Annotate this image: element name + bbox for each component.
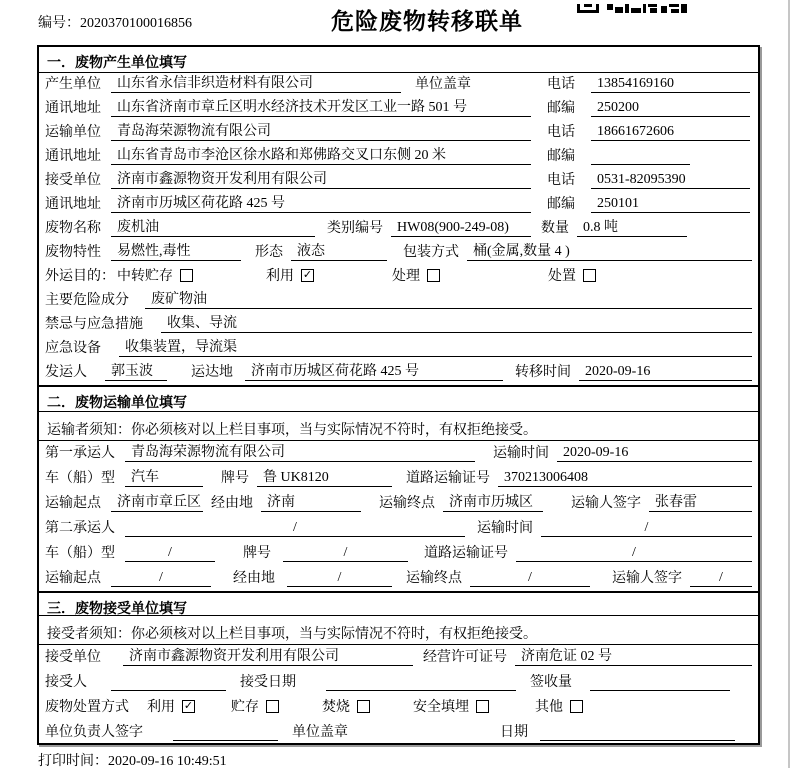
purpose-option — [548, 265, 596, 285]
empty-checkbox-icon — [180, 269, 193, 282]
origin-value: / — [111, 570, 211, 587]
end-value: 济南市历城区 — [443, 491, 543, 512]
receive-unit-label: 接受单位 — [45, 650, 101, 665]
purpose-row — [39, 265, 758, 289]
print-time-value: 2020-09-16 10:49:51 — [108, 754, 227, 768]
carrier2-label: 第二承运人 — [45, 521, 115, 536]
head-sign-row — [39, 720, 758, 745]
transporter-label: 运输单位 — [45, 125, 101, 140]
disposal-option — [535, 696, 583, 716]
address-label: 通讯地址 — [45, 149, 101, 164]
destination-label: 运达地 — [191, 365, 233, 380]
purpose-option — [392, 265, 440, 285]
transporter-sign-value: / — [690, 570, 752, 587]
purpose-option — [266, 265, 314, 285]
checked-checkbox-icon: ✓ — [183, 698, 194, 712]
phone-label: 电话 — [547, 125, 575, 140]
packing-value: 桶(金属,数量 4 ) — [467, 240, 752, 261]
origin-value: 济南市章丘区 — [111, 491, 203, 512]
purpose-label: 外运目的： — [45, 269, 115, 284]
shipper-label: 发运人 — [45, 365, 87, 380]
empty-checkbox-icon — [427, 269, 440, 282]
hazard-value: 废矿物油 — [145, 288, 752, 309]
receive-person-row — [39, 670, 758, 695]
disposal-option-label: 其他 — [535, 700, 563, 715]
zip-label: 邮编 — [547, 101, 575, 116]
receiver-row — [39, 169, 758, 193]
traits-value: 易燃性,毒性 — [111, 240, 241, 261]
shipper-value: 郭玉波 — [105, 360, 167, 381]
transport-time-label: 运输时间 — [477, 521, 533, 536]
form-label: 形态 — [255, 245, 283, 260]
road-permit-label: 道路运输证号 — [424, 546, 508, 561]
receive-unit-value: 济南市鑫源物资开发利用有限公司 — [123, 645, 413, 666]
transport-time-label: 运输时间 — [493, 446, 549, 461]
zip-group — [547, 193, 750, 213]
doc-number-label: 编号： — [38, 16, 80, 31]
hazard-label: 主要危险成分 — [45, 293, 129, 308]
vehicle-type-value: 汽车 — [125, 466, 203, 487]
phone-group — [547, 73, 750, 93]
phone-group — [547, 169, 750, 189]
vehicle2-row — [39, 541, 758, 566]
equipment-row — [39, 337, 758, 361]
receive-date-label: 接受日期 — [240, 675, 296, 690]
disposal-option — [413, 696, 489, 716]
date-label: 日期 — [500, 725, 528, 740]
empty-checkbox-icon — [476, 700, 489, 713]
producer-value: 山东省永信非织造材料有限公司 — [111, 72, 401, 93]
receiver-address-row — [39, 193, 758, 217]
taboo-value: 收集、导流 — [161, 312, 752, 333]
disposal-option-label: 利用 — [147, 700, 175, 715]
carrier1-label: 第一承运人 — [45, 446, 115, 461]
doc-number-value: 2020370100016856 — [80, 16, 192, 31]
carrier2-value: / — [125, 520, 465, 537]
origin-label: 运输起点 — [45, 496, 101, 511]
transporter-address-row — [39, 145, 758, 169]
transporter-value: 青岛海荣源物流有限公司 — [111, 120, 531, 141]
empty-checkbox-icon — [266, 700, 279, 713]
destination-value: 济南市历城区荷花路 425 号 — [245, 360, 503, 381]
vehicle1-row — [39, 466, 758, 491]
producer-label: 产生单位 — [45, 77, 101, 92]
road-permit-value: / — [516, 545, 752, 562]
purpose-option-label: 处置 — [548, 269, 576, 284]
vehicle-type-label: 车（船）型 — [45, 546, 115, 561]
plate-value: / — [283, 545, 408, 562]
via-value: 济南 — [261, 491, 361, 512]
carrier1-value: 青岛海荣源物流有限公司 — [125, 441, 475, 462]
waste-name-label: 废物名称 — [45, 221, 101, 236]
via-label: 经由地 — [233, 571, 275, 586]
phone-value: 0531-82095390 — [591, 172, 750, 189]
head-sign-value — [173, 724, 278, 741]
quantity-label: 数量 — [541, 221, 569, 236]
head-sign-label: 单位负责人签字 — [45, 725, 143, 740]
print-time — [38, 750, 227, 768]
transport-time-value: 2020-09-16 — [557, 445, 752, 462]
unit-seal-label: 单位盖章 — [292, 725, 348, 740]
receiver-label: 接受单位 — [45, 173, 101, 188]
zip-value — [591, 148, 690, 165]
form-value: 液态 — [291, 240, 387, 261]
transporter-sign-label: 运输人签字 — [571, 496, 641, 511]
hazard-row — [39, 289, 758, 313]
transport-time-value: / — [541, 520, 752, 537]
producer-row — [39, 73, 758, 97]
section1-header: 一．废物产生单位填写 — [39, 47, 758, 73]
end-value: / — [470, 570, 590, 587]
end-label: 运输终点 — [406, 571, 462, 586]
address-value: 山东省济南市章丘区明水经济技术开发区工业一路 501 号 — [111, 96, 531, 117]
receiver-value: 济南市鑫源物资开发利用有限公司 — [111, 168, 531, 189]
equipment-value: 收集装置，导流渠 — [119, 336, 752, 357]
phone-label: 电话 — [547, 173, 575, 188]
route2-row — [39, 566, 758, 591]
waste-traits-row — [39, 241, 758, 265]
manifest-form — [37, 45, 760, 745]
license-label: 经营许可证号 — [423, 650, 507, 665]
zip-label: 邮编 — [547, 149, 575, 164]
purpose-option-label: 利用 — [266, 269, 294, 284]
origin-label: 运输起点 — [45, 571, 101, 586]
purpose-option-label: 中转贮存 — [117, 269, 173, 284]
qr-code-fragment — [577, 0, 687, 9]
road-permit-label: 道路运输证号 — [406, 471, 490, 486]
transporter-row — [39, 121, 758, 145]
disposal-option-label: 贮存 — [231, 700, 259, 715]
address-value: 济南市历城区荷花路 425 号 — [111, 192, 531, 213]
section3-header: 三．废物接受单位填写 — [39, 591, 758, 616]
end-label: 运输终点 — [379, 496, 435, 511]
receive-date-value — [326, 674, 516, 691]
transporter-sign-label: 运输人签字 — [612, 571, 682, 586]
page-edge-line — [788, 0, 790, 768]
via-value: / — [287, 570, 392, 587]
via-label: 经由地 — [211, 496, 253, 511]
receive-person-value — [111, 674, 226, 691]
disposal-label: 废物处置方式 — [45, 700, 129, 715]
address-value: 山东省青岛市李沧区徐水路和郑佛路交叉口东侧 20 米 — [111, 144, 531, 165]
disposal-row — [39, 695, 758, 720]
traits-label: 废物特性 — [45, 245, 101, 260]
empty-checkbox-icon — [570, 700, 583, 713]
receive-person-label: 接受人 — [45, 675, 87, 690]
disposal-option — [322, 696, 370, 716]
signed-amount-label: 签收量 — [530, 675, 572, 690]
zip-group — [547, 145, 750, 165]
section2-header: 二．废物运输单位填写 — [39, 385, 758, 412]
quantity-value: 0.8 吨 — [577, 216, 687, 237]
producer-address-row — [39, 97, 758, 121]
zip-value: 250200 — [591, 100, 750, 117]
taboo-row — [39, 313, 758, 337]
plate-label: 牌号 — [243, 546, 271, 561]
transporter-notice: 运输者须知：你必须核对以上栏目事项，当与实际情况不符时，有权拒绝接受。 — [39, 412, 758, 441]
vehicle-type-label: 车（船）型 — [45, 471, 115, 486]
purpose-option-label: 处理 — [392, 269, 420, 284]
carrier2-row — [39, 516, 758, 541]
empty-checkbox-icon — [357, 700, 370, 713]
phone-group — [547, 121, 750, 141]
page-title: 危险废物转移联单 — [331, 9, 523, 34]
carrier1-row — [39, 441, 758, 466]
receiver-notice: 接受者须知：你必须核对以上栏目事项，当与实际情况不符时，有权拒绝接受。 — [39, 616, 758, 645]
vehicle-type-value: / — [125, 545, 215, 562]
receive-unit-row — [39, 645, 758, 670]
disposal-option — [231, 696, 279, 716]
packing-label: 包装方式 — [403, 245, 459, 260]
zip-label: 邮编 — [547, 197, 575, 212]
print-time-label: 打印时间： — [38, 754, 108, 768]
disposal-option-label: 焚烧 — [322, 700, 350, 715]
phone-value: 18661672606 — [591, 124, 750, 141]
transfer-time-value: 2020-09-16 — [579, 364, 752, 381]
phone-value: 13854169160 — [591, 76, 750, 93]
waste-name-row — [39, 217, 758, 241]
road-permit-value: 370213006408 — [498, 470, 752, 487]
transfer-time-label: 转移时间 — [515, 365, 571, 380]
taboo-label: 禁忌与应急措施 — [45, 317, 143, 332]
license-value: 济南危证 02 号 — [515, 645, 752, 666]
signed-amount-value — [590, 674, 730, 691]
plate-value: 鲁 UK8120 — [257, 466, 392, 487]
zip-group — [547, 97, 750, 117]
waste-name-value: 废机油 — [111, 216, 315, 237]
category-value: HW08(900-249-08) — [391, 220, 531, 237]
zip-value: 250101 — [591, 196, 750, 213]
doc-number — [38, 12, 192, 32]
disposal-option-label: 安全填埋 — [413, 700, 469, 715]
empty-checkbox-icon — [583, 269, 596, 282]
date-value — [540, 724, 735, 741]
route1-row — [39, 491, 758, 516]
shipper-row — [39, 361, 758, 385]
disposal-option — [147, 696, 195, 716]
address-label: 通讯地址 — [45, 101, 101, 116]
transporter-sign-value: 张春雷 — [649, 491, 752, 512]
phone-label: 电话 — [547, 77, 575, 92]
checked-checkbox-icon: ✓ — [302, 267, 313, 281]
category-label: 类别编号 — [327, 221, 383, 236]
purpose-option — [117, 265, 193, 285]
plate-label: 牌号 — [221, 471, 249, 486]
equipment-label: 应急设备 — [45, 341, 101, 356]
address-label: 通讯地址 — [45, 197, 101, 212]
unit-seal-label: 单位盖章 — [415, 77, 471, 92]
